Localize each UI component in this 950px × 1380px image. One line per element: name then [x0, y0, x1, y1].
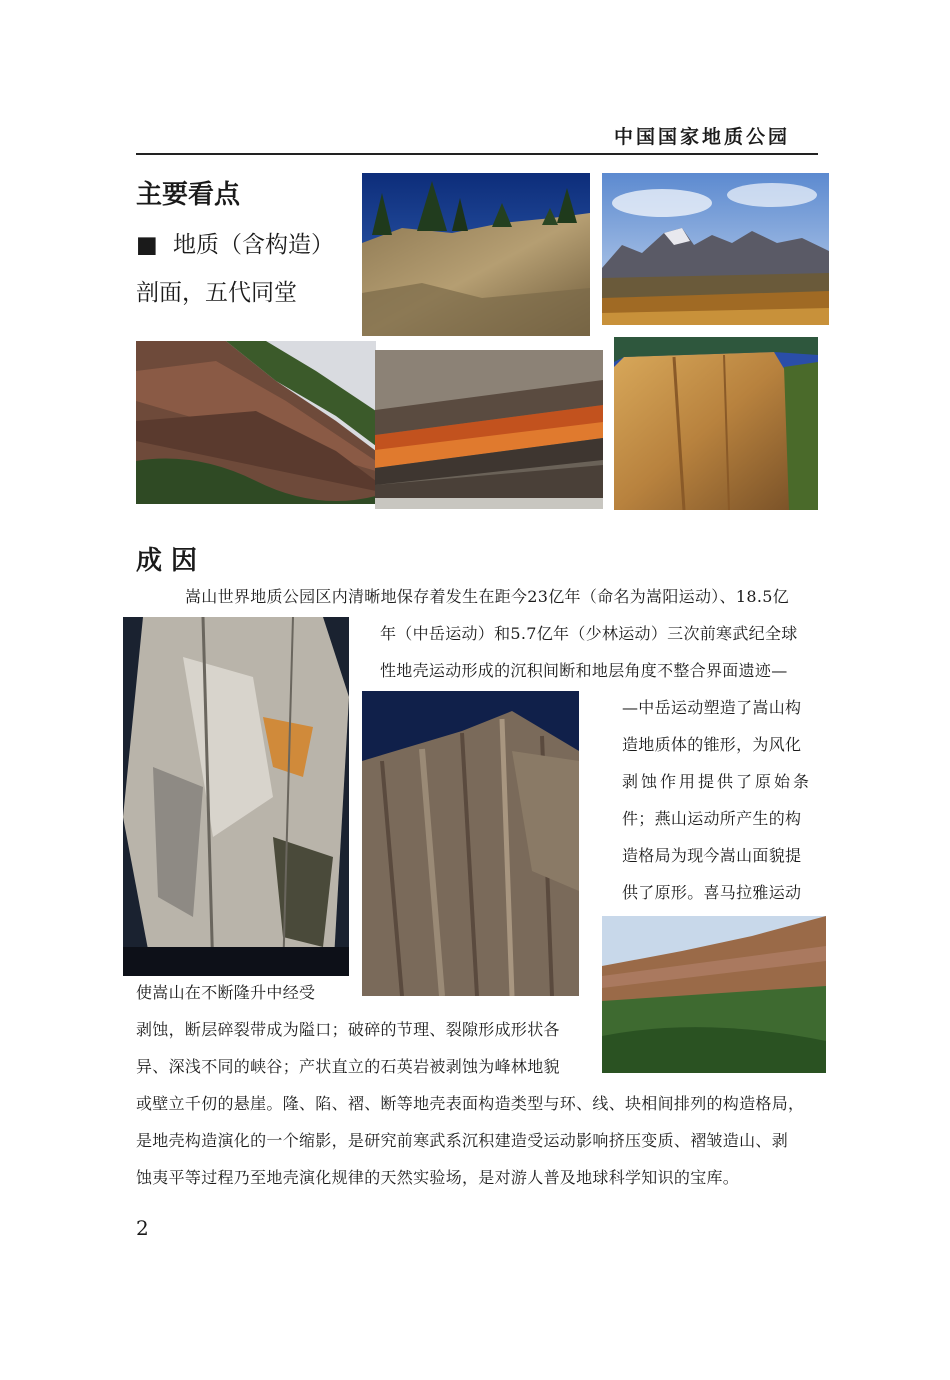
highlights-heading: 主要看点	[136, 180, 241, 210]
highlights-subheading-text: 地质（含构造）	[173, 232, 335, 258]
photo-mountain-range	[602, 173, 829, 325]
photo-quartzite-cliff	[123, 617, 349, 976]
origin-line-3: 性地壳运动形成的沉积间断和地层角度不整合界面遗迹—	[380, 661, 788, 680]
origin-line-14: 是地壳构造演化的一个缩影，是研究前寒武系沉积建造受运动影响挤压变质、褶皱造山、剥	[136, 1131, 789, 1150]
page-number: 2	[136, 1216, 149, 1240]
origin-heading: 成 因	[136, 546, 198, 576]
origin-line-10: 使嵩山在不断隆升中经受	[136, 983, 316, 1002]
origin-line-11: 剥蚀，断层碎裂带成为隘口；破碎的节理、裂隙形成形状各	[136, 1020, 560, 1039]
highlights-subheading	[136, 226, 334, 259]
photo-hillside-outcrop	[362, 173, 590, 336]
photo-cliff-strata	[136, 341, 376, 504]
origin-line-7: 件；燕山运动所产生的构	[622, 809, 802, 828]
origin-line-6: 剥蚀作用提供了原始条	[622, 772, 813, 791]
book-series-title: 中国国家地质公园	[613, 126, 790, 148]
origin-line-15: 蚀夷平等过程乃至地壳演化规律的天然实验场，是对游人普及地球科学知识的宝库。	[136, 1168, 740, 1187]
origin-line-4: —中岳运动塑造了嵩山构	[622, 698, 802, 717]
origin-line-13: 或壁立千仞的悬崖。隆、陷、褶、断等地壳表面构造类型与环、线、块相间排列的构造格局，	[136, 1094, 805, 1113]
highlights-caption: 剖面，五代同堂	[136, 280, 297, 306]
photo-folded-layers	[375, 350, 603, 509]
origin-line-9: 供了原形。喜马拉雅运动	[622, 883, 802, 902]
photo-golden-cliff	[614, 337, 818, 510]
origin-line-12: 异、深浅不同的峡谷；产状直立的石英岩被剥蚀为峰林地貌	[136, 1057, 560, 1076]
square-bullet-icon: ■	[136, 232, 158, 258]
origin-line-8: 造格局为现今嵩山面貌提	[622, 846, 802, 865]
header-divider	[136, 153, 818, 155]
photo-valley-escarpment	[602, 916, 826, 1073]
origin-line-5: 造地质体的锥形，为风化	[622, 735, 802, 754]
photo-rock-columns	[362, 691, 579, 996]
origin-line-2: 年（中岳运动）和5.7亿年（少林运动）三次前寒武纪全球	[380, 624, 798, 643]
origin-line-1: 嵩山世界地质公园区内清晰地保存着发生在距今23亿年（命名为嵩阳运动）、18.5亿	[185, 587, 789, 606]
